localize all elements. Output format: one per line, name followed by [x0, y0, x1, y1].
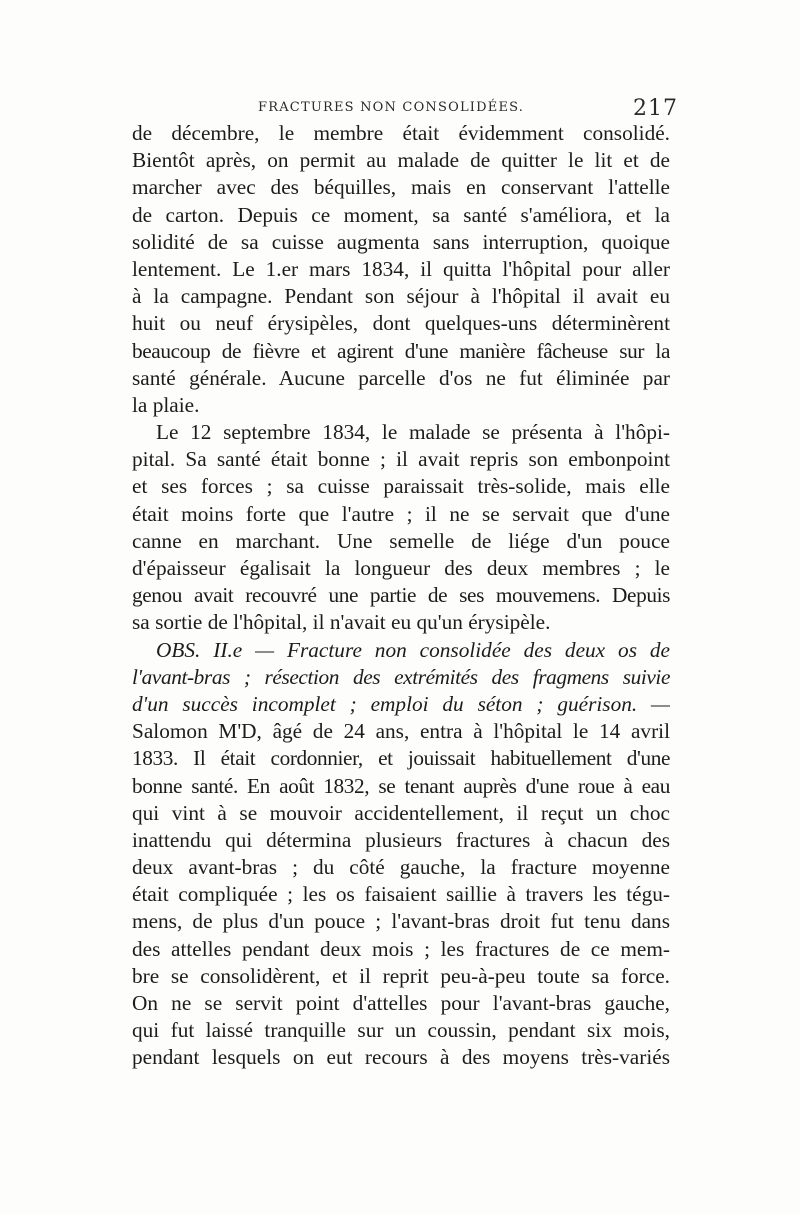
- text-line: Salomon M'D, âgé de 24 ans, entra à l'hôpital le 14 avril: [132, 719, 670, 744]
- text-line: à la campagne. Pendant son séjour à l'hôpital il avait eu: [132, 284, 670, 309]
- text-line: marcher avec des béquilles, mais en conservant l'attelle: [132, 175, 670, 200]
- text-line: beaucoup de fièvre et agirent d'une manière fâcheuse sur la: [132, 338, 670, 363]
- text-line: qui fut laissé tranquille sur un coussin, pendant six mois,: [132, 1018, 670, 1043]
- text-line: qui vint à se mouvoir accidentellement, il reçut un choc: [132, 800, 670, 825]
- paragraph-end-line: sa sortie de l'hôpital, il n'avait eu qu'un érysipèle.: [132, 610, 551, 635]
- running-title: FRACTURES NON CONSOLIDÉES.: [258, 100, 525, 115]
- text-line: lentement. Le 1.er mars 1834, il quitta l'hôpital pour aller: [132, 256, 670, 281]
- text-line: était compliquée ; les os faisaient saillie à travers les tégu-: [132, 882, 670, 907]
- text-line: bonne santé. En août 1832, se tenant auprès d'une roue à eau: [132, 773, 670, 798]
- observation-heading-line: OBS. II.e — Fracture non consolidée des deux os de: [156, 637, 670, 662]
- text-line: inattendu qui détermina plusieurs fractures à chacun des: [132, 827, 670, 852]
- observation-heading-line: l'avant-bras ; résection des extrémités des fragmens suivie: [132, 664, 670, 689]
- page-number: 217: [633, 96, 678, 121]
- text-line: huit ou neuf érysipèles, dont quelques-uns déterminèrent: [132, 311, 670, 336]
- body-text: [132, 120, 670, 1072]
- paragraph-end-line: la plaie.: [132, 392, 200, 417]
- text-line: des attelles pendant deux mois ; les fractures de ce mem-: [132, 936, 670, 961]
- text-line: pital. Sa santé était bonne ; il avait repris son embonpoint: [132, 447, 670, 472]
- text-line: Bientôt après, on permit au malade de quitter le lit et de: [132, 148, 670, 173]
- text-line: genou avait recouvré une partie de ses mouvemens. Depuis: [132, 583, 670, 608]
- text-line: deux avant-bras ; du côté gauche, la fracture moyenne: [132, 855, 670, 880]
- paragraph-start-line: Le 12 septembre 1834, le malade se présenta à l'hôpi-: [156, 420, 670, 445]
- text-line: mens, de plus d'un pouce ; l'avant-bras droit fut tenu dans: [132, 909, 670, 934]
- text-line: solidité de sa cuisse augmenta sans interruption, quoique: [132, 229, 670, 254]
- text-line: et ses forces ; sa cuisse paraissait très-solide, mais elle: [132, 474, 670, 499]
- text-line: de carton. Depuis ce moment, sa santé s'améliora, et la: [132, 202, 670, 227]
- text-line: canne en marchant. Une semelle de liége d'un pouce: [132, 528, 670, 553]
- text-line: On ne se servit point d'attelles pour l'avant-bras gauche,: [132, 991, 670, 1015]
- text-line: santé générale. Aucune parcelle d'os ne fut éliminée par: [132, 365, 670, 390]
- text-line: de décembre, le membre était évidemment consolidé.: [132, 121, 670, 145]
- running-head: [258, 96, 678, 120]
- text-line: d'épaisseur égalisait la longueur des deux membres ; le: [132, 556, 670, 580]
- text-line: bre se consolidèrent, et il reprit peu-à-peu toute sa force.: [132, 963, 670, 988]
- text-line: était moins forte que l'autre ; il ne se servait que d'une: [132, 501, 670, 526]
- text-line: 1833. Il était cordonnier, et jouissait habituellement d'une: [132, 746, 670, 771]
- observation-heading-line: d'un succès incomplet ; emploi du séton ; guérison. —: [132, 691, 670, 716]
- text-line: pendant lesquels on eut recours à des moyens très-variés: [132, 1045, 670, 1070]
